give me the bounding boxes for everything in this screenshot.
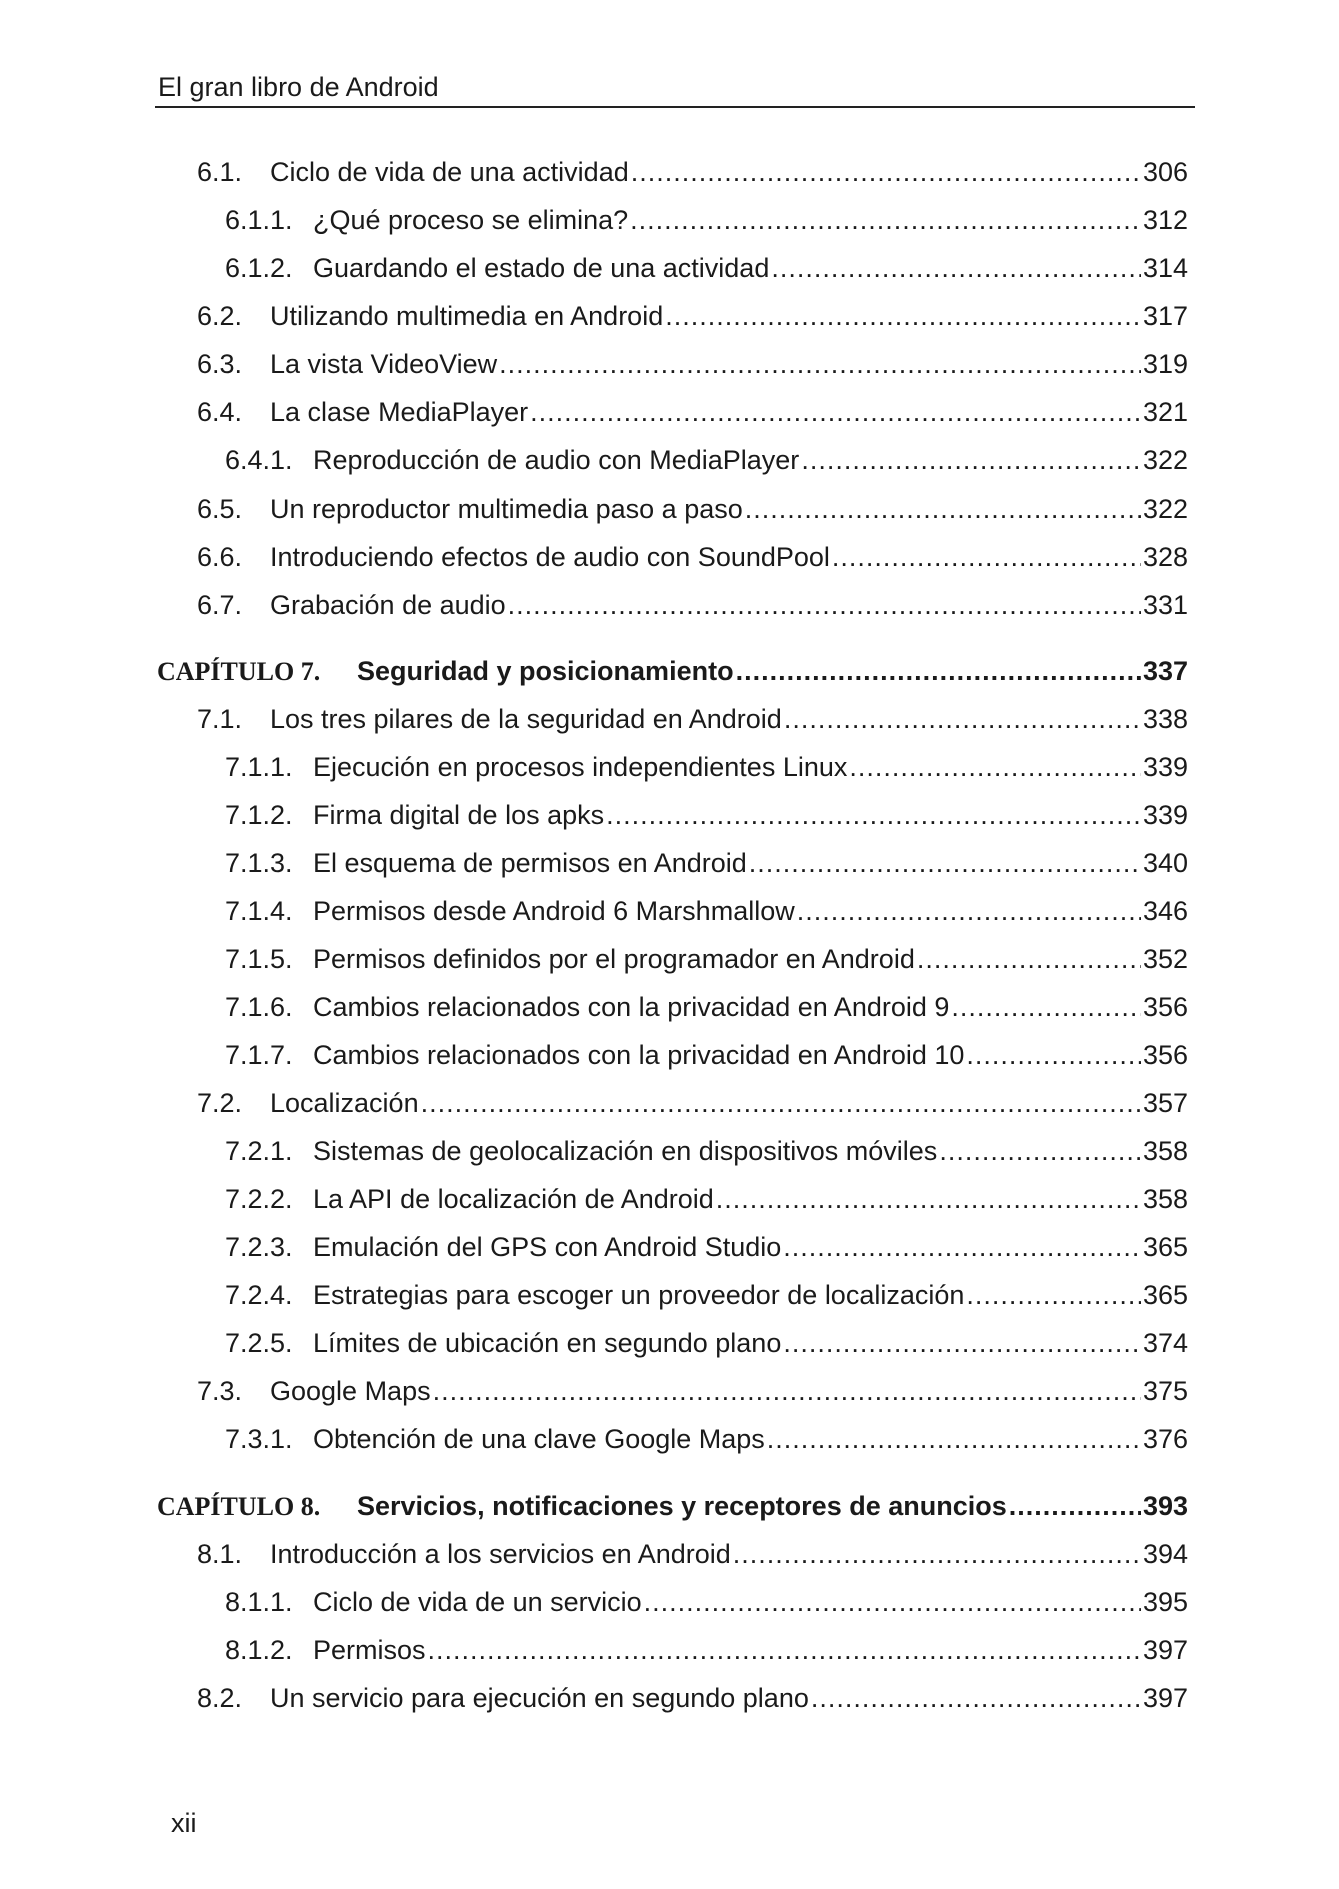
toc-entry xyxy=(225,1182,1188,1216)
dot-leader xyxy=(428,1633,1141,1667)
toc-chapter-entry xyxy=(157,1489,1188,1523)
toc-entry-title: Ejecución en procesos independientes Linux xyxy=(313,752,848,782)
toc-entry-number: 7.2. xyxy=(197,1088,243,1118)
toc-entry-page: 346 xyxy=(1142,896,1188,926)
toc-entry-page: 322 xyxy=(1142,494,1188,524)
toc-entry-number: 7.1.1. xyxy=(225,752,293,782)
toc-entry-page: 322 xyxy=(1142,445,1188,475)
dot-leader xyxy=(631,155,1141,189)
toc-entry-page: 317 xyxy=(1142,301,1188,331)
toc-entry-number: 6.4.1. xyxy=(225,445,293,475)
toc-entry-page: 393 xyxy=(1142,1491,1188,1521)
toc-entry-title: Límites de ubicación en segundo plano xyxy=(313,1328,782,1358)
toc-entry-number: 6.4. xyxy=(197,397,243,427)
dot-leader xyxy=(716,1182,1141,1216)
toc-entry-number: 7.1.4. xyxy=(225,896,293,926)
toc-entry-number: CAPÍTULO 7. xyxy=(157,657,321,686)
toc-entry xyxy=(197,155,1188,189)
toc-entry-title: Utilizando multimedia en Android xyxy=(270,301,664,331)
toc-entry-number: CAPÍTULO 8. xyxy=(157,1492,321,1521)
dot-leader xyxy=(783,1230,1141,1264)
toc-entry-number: 7.3.1. xyxy=(225,1424,293,1454)
toc-entry-page: 356 xyxy=(1142,992,1188,1022)
page-number: xii xyxy=(171,1808,197,1838)
toc-entry-page: 365 xyxy=(1142,1280,1188,1310)
dot-leader xyxy=(606,798,1141,832)
toc-entry xyxy=(225,443,1188,477)
toc-entry-title: Reproducción de audio con MediaPlayer xyxy=(313,445,800,475)
toc-entry-title: Introducción a los servicios en Android xyxy=(270,1539,731,1569)
toc-entry-number: 7.2.1. xyxy=(225,1136,293,1166)
dot-leader xyxy=(832,540,1141,574)
toc-entry-title: Permisos definidos por el programador en Android xyxy=(313,944,915,974)
dot-leader xyxy=(530,395,1141,429)
toc-entry xyxy=(197,299,1188,333)
dot-leader xyxy=(767,1422,1141,1456)
toc-entry-page: 397 xyxy=(1142,1635,1188,1665)
toc-entry-title: Firma digital de los apks xyxy=(313,800,605,830)
dot-leader xyxy=(784,702,1141,736)
toc-entry xyxy=(225,942,1188,976)
toc-entry-page: 358 xyxy=(1142,1184,1188,1214)
toc-entry xyxy=(225,798,1188,832)
toc-entry-number: 6.1. xyxy=(197,157,243,187)
toc-entry-title: Un servicio para ejecución en segundo plano xyxy=(270,1683,809,1713)
toc-entry xyxy=(197,347,1188,381)
toc-entry-title: Ciclo de vida de un servicio xyxy=(313,1587,642,1617)
dot-leader xyxy=(801,443,1141,477)
toc-entry-page: 356 xyxy=(1142,1040,1188,1070)
dot-leader xyxy=(733,1537,1141,1571)
toc-entry-title: Google Maps xyxy=(270,1376,431,1406)
toc-entry-page: 319 xyxy=(1142,349,1188,379)
toc-entry xyxy=(197,492,1188,526)
dot-leader xyxy=(745,492,1141,526)
dot-leader xyxy=(797,894,1141,928)
toc-entry-number: 8.1.1. xyxy=(225,1587,293,1617)
toc-entry-number: 8.2. xyxy=(197,1683,243,1713)
toc-entry-number: 7.1.5. xyxy=(225,944,293,974)
toc-entry-title: ¿Qué proceso se elimina? xyxy=(313,205,629,235)
toc-entry-page: 340 xyxy=(1142,848,1188,878)
dot-leader xyxy=(771,251,1141,285)
dot-leader xyxy=(433,1374,1141,1408)
toc-entry xyxy=(197,540,1188,574)
dot-leader xyxy=(811,1681,1141,1715)
toc-entry-title: La API de localización de Android xyxy=(313,1184,714,1214)
toc-entry-number: 8.1.2. xyxy=(225,1635,293,1665)
toc-entry xyxy=(225,846,1188,880)
toc-entry-title: Los tres pilares de la seguridad en Android xyxy=(270,704,782,734)
toc-entry xyxy=(197,588,1188,622)
dot-leader xyxy=(499,347,1141,381)
toc-entry-page: 397 xyxy=(1142,1683,1188,1713)
toc-entry-number: 6.6. xyxy=(197,542,243,572)
toc-entry-page: 374 xyxy=(1142,1328,1188,1358)
toc-entry-page: 312 xyxy=(1142,205,1188,235)
toc-entry-number: 7.2.2. xyxy=(225,1184,293,1214)
dot-leader xyxy=(966,1278,1141,1312)
toc-entry-title: La clase MediaPlayer xyxy=(270,397,529,427)
toc-entry-title: El esquema de permisos en Android xyxy=(313,848,747,878)
dot-leader xyxy=(951,990,1141,1024)
dot-leader xyxy=(665,299,1141,333)
toc-entry xyxy=(197,1681,1188,1715)
toc-entry-page: 394 xyxy=(1142,1539,1188,1569)
toc-entry xyxy=(225,1326,1188,1360)
toc-entry-page: 328 xyxy=(1142,542,1188,572)
toc-entry xyxy=(225,894,1188,928)
toc-entry-number: 7.3. xyxy=(197,1376,243,1406)
toc-entry xyxy=(225,1585,1188,1619)
toc-entry-title: Introduciendo efectos de audio con SoundPool xyxy=(270,542,830,572)
dot-leader xyxy=(421,1086,1141,1120)
toc-entry xyxy=(197,702,1188,736)
toc-entry-title: Ciclo de vida de una actividad xyxy=(270,157,629,187)
toc-entry-number: 8.1. xyxy=(197,1539,243,1569)
toc-entry-page: 352 xyxy=(1142,944,1188,974)
toc-entry xyxy=(225,1633,1188,1667)
toc-entry-title: Un reproductor multimedia paso a paso xyxy=(270,494,743,524)
toc-entry-number: 7.2.5. xyxy=(225,1328,293,1358)
toc-entry-title: Obtención de una clave Google Maps xyxy=(313,1424,765,1454)
toc-entry-number: 6.3. xyxy=(197,349,243,379)
toc-entry-number: 7.2.3. xyxy=(225,1232,293,1262)
toc-entry-title: La vista VideoView xyxy=(270,349,498,379)
toc-entry-page: 376 xyxy=(1142,1424,1188,1454)
toc-entry-number: 7.1.7. xyxy=(225,1040,293,1070)
toc-entry-page: 331 xyxy=(1142,590,1188,620)
toc-entry-page: 306 xyxy=(1142,157,1188,187)
dot-leader xyxy=(966,1038,1141,1072)
toc-entry xyxy=(225,251,1188,285)
toc-entry xyxy=(197,395,1188,429)
toc-entry-page: 395 xyxy=(1142,1587,1188,1617)
toc-entry-number: 7.1. xyxy=(197,704,243,734)
dot-leader xyxy=(939,1134,1141,1168)
dot-leader xyxy=(749,846,1141,880)
toc-entry-title: Localización xyxy=(270,1088,419,1118)
toc-entry-page: 358 xyxy=(1142,1136,1188,1166)
toc-entry xyxy=(225,1278,1188,1312)
dot-leader xyxy=(630,203,1141,237)
dot-leader xyxy=(736,654,1141,688)
toc-entry-title: Grabación de audio xyxy=(270,590,506,620)
dot-leader xyxy=(849,750,1141,784)
toc-entry-title: Cambios relacionados con la privacidad en Android 10 xyxy=(313,1040,965,1070)
toc-entry-page: 337 xyxy=(1142,656,1188,686)
toc-entry-page: 338 xyxy=(1142,704,1188,734)
dot-leader xyxy=(508,588,1141,622)
toc-entry-title: Permisos desde Android 6 Marshmallow xyxy=(313,896,795,926)
toc-entry-page: 339 xyxy=(1142,752,1188,782)
toc-entry-number: 6.1.1. xyxy=(225,205,293,235)
toc-entry xyxy=(197,1086,1188,1120)
toc-entry-title: Estrategias para escoger un proveedor de localización xyxy=(313,1280,965,1310)
toc-entry-title: Sistemas de geolocalización en dispositivos móviles xyxy=(313,1136,938,1166)
toc-entry-number: 6.7. xyxy=(197,590,243,620)
toc-entry xyxy=(225,750,1188,784)
toc-entry-number: 7.2.4. xyxy=(225,1280,293,1310)
toc-entry-title: Guardando el estado de una actividad xyxy=(313,253,770,283)
toc-entry xyxy=(225,990,1188,1024)
dot-leader xyxy=(917,942,1141,976)
toc-entry-page: 339 xyxy=(1142,800,1188,830)
toc-entry-title: Servicios, notificaciones y receptores de anuncios xyxy=(357,1491,1007,1521)
toc-entry xyxy=(225,1230,1188,1264)
toc-entry-title: Seguridad y posicionamiento xyxy=(357,656,734,686)
toc-entry-title: Cambios relacionados con la privacidad en Android 9 xyxy=(313,992,950,1022)
toc-entry-number: 7.1.2. xyxy=(225,800,293,830)
toc-entry-page: 321 xyxy=(1142,397,1188,427)
toc-entry-number: 6.1.2. xyxy=(225,253,293,283)
toc-entry xyxy=(197,1537,1188,1571)
running-title: El gran libro de Android xyxy=(158,72,439,102)
toc-entry-page: 365 xyxy=(1142,1232,1188,1262)
toc-entry xyxy=(225,1422,1188,1456)
dot-leader xyxy=(644,1585,1141,1619)
toc-entry xyxy=(225,203,1188,237)
toc-chapter-entry xyxy=(157,654,1188,688)
toc-entry-number: 6.2. xyxy=(197,301,243,331)
dot-leader xyxy=(1009,1489,1141,1523)
toc-entry xyxy=(225,1038,1188,1072)
toc-entry-title: Emulación del GPS con Android Studio xyxy=(313,1232,782,1262)
toc-entry-page: 357 xyxy=(1142,1088,1188,1118)
toc-entry-number: 7.1.3. xyxy=(225,848,293,878)
toc-entry-page: 375 xyxy=(1142,1376,1188,1406)
dot-leader xyxy=(783,1326,1141,1360)
toc-entry xyxy=(225,1134,1188,1168)
toc-entry-number: 7.1.6. xyxy=(225,992,293,1022)
toc-entry xyxy=(197,1374,1188,1408)
toc-entry-title: Permisos xyxy=(313,1635,426,1665)
toc-entry-number: 6.5. xyxy=(197,494,243,524)
toc-entry-page: 314 xyxy=(1142,253,1188,283)
